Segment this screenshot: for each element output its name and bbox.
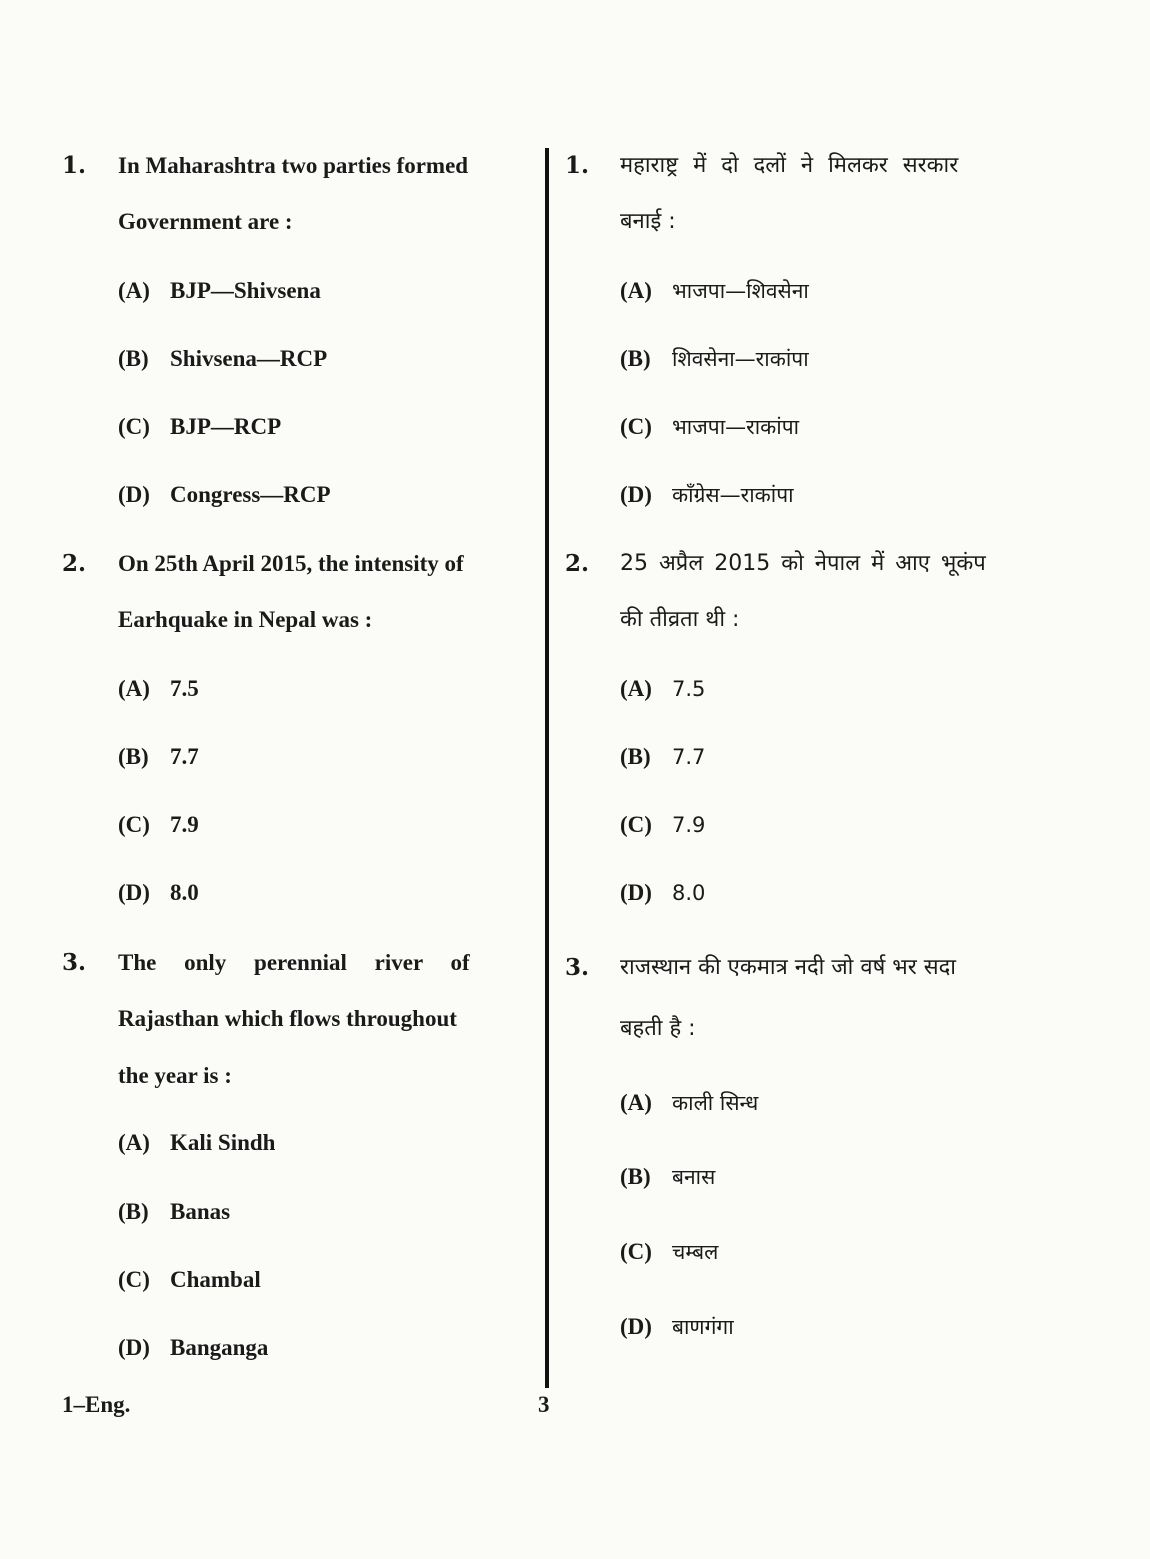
option-text: BJP—Shivsena [170,278,321,303]
option-label: (C) [620,414,652,439]
option-text: Kali Sindh [170,1130,276,1155]
question-text-line: बहती है : [620,1016,696,1041]
option-label: (A) [118,278,150,303]
question-text-line: Government are : [118,209,293,234]
option-label: (A) [620,278,652,303]
option-text: Banas [170,1199,231,1224]
option-text: 8.0 [672,881,706,905]
option-c[interactable] [118,811,199,839]
question-number: 2. [565,550,590,577]
question-text-line: की तीव्रता थी : [620,607,740,632]
option-text: 7.7 [170,744,199,769]
option-a[interactable] [620,277,809,305]
option-text: 7.7 [672,745,706,769]
question-text-line: बनाई : [620,209,676,234]
option-label: (B) [118,744,149,769]
option-b[interactable] [118,1198,230,1226]
option-a[interactable] [118,277,321,305]
option-label: (D) [118,880,150,905]
option-c[interactable] [620,413,799,441]
option-label: (A) [620,1090,652,1115]
question-text-line: 25 अप्रैल 2015 को नेपाल में आए भूकंप [620,551,986,576]
option-text: Congress—RCP [170,482,331,507]
question-text-line: In Maharashtra two parties formed [118,153,469,178]
option-text: बाणगंगा [672,1315,734,1339]
option-label: (B) [118,1199,149,1224]
option-text: शिवसेना—राकांपा [672,347,809,371]
question-text-line [118,949,530,977]
option-a[interactable] [118,675,199,703]
question-text-line: राजस्थान की एकमात्र नदी जो वर्ष भर सदा [620,955,956,980]
option-text: Banganga [170,1335,269,1360]
question-text-line: महाराष्ट्र में दो दलों ने मिलकर सरकार [620,153,959,178]
question-text-line: On 25th April 2015, the intensity of [118,551,464,576]
option-label: (D) [118,1335,150,1360]
option-d[interactable] [118,879,199,907]
option-label: (A) [118,1130,150,1155]
page-number: 3 [538,1392,550,1417]
option-label: (B) [620,1164,651,1189]
option-d[interactable] [620,879,705,907]
option-label: (C) [118,1267,150,1292]
option-text: 7.5 [170,676,199,701]
option-text: BJP—RCP [170,414,282,439]
option-label: (C) [118,414,150,439]
option-d[interactable] [118,481,331,509]
option-label: (D) [118,482,150,507]
option-label: (B) [118,346,149,371]
option-label: (B) [620,346,651,371]
option-text: भाजपा—राकांपा [672,415,800,439]
option-label: (C) [118,812,150,837]
question-text-line: Rajasthan which flows throughout [118,1006,457,1031]
option-label: (D) [620,880,652,905]
question-number: 3. [565,954,590,981]
option-a[interactable] [620,675,705,703]
option-text: 7.9 [672,813,706,837]
option-c[interactable] [620,1238,718,1266]
option-b[interactable] [118,743,199,771]
question-text-line: Earhquake in Nepal was : [118,607,373,632]
option-label: (B) [620,744,651,769]
booklet-code: 1–Eng. [62,1392,131,1417]
option-c[interactable] [118,413,281,441]
option-text: भाजपा—शिवसेना [672,279,809,303]
option-d[interactable] [620,481,794,509]
option-a[interactable] [620,1089,758,1117]
question-text-line-content: The only perennial river of [118,950,470,975]
option-text: कॉंग्रेस—राकांपा [672,483,794,507]
option-label: (C) [620,812,652,837]
option-label: (D) [620,482,652,507]
option-text: 8.0 [170,880,199,905]
option-c[interactable] [620,811,705,839]
question-number: 2. [62,550,87,577]
option-b[interactable] [620,743,705,771]
option-text: Shivsena—RCP [170,346,328,371]
option-b[interactable] [620,345,809,373]
option-b[interactable] [118,345,327,373]
option-a[interactable] [118,1129,275,1157]
option-text: काली सिन्ध [672,1091,759,1115]
option-label: (A) [118,676,150,701]
option-label: (C) [620,1239,652,1264]
option-d[interactable] [118,1334,268,1362]
question-number: 1. [565,152,590,179]
question-text-line: the year is : [118,1063,232,1088]
option-text: चम्बल [672,1240,719,1264]
question-number: 1. [62,152,87,179]
option-label: (D) [620,1314,652,1339]
option-b[interactable] [620,1163,715,1191]
option-d[interactable] [620,1313,734,1341]
column-divider [545,148,549,1388]
option-label: (A) [620,676,652,701]
question-number: 3. [62,949,87,976]
option-text: बनास [672,1165,716,1189]
option-c[interactable] [118,1266,261,1294]
option-text: 7.5 [672,677,706,701]
option-text: 7.9 [170,812,199,837]
option-text: Chambal [170,1267,261,1292]
